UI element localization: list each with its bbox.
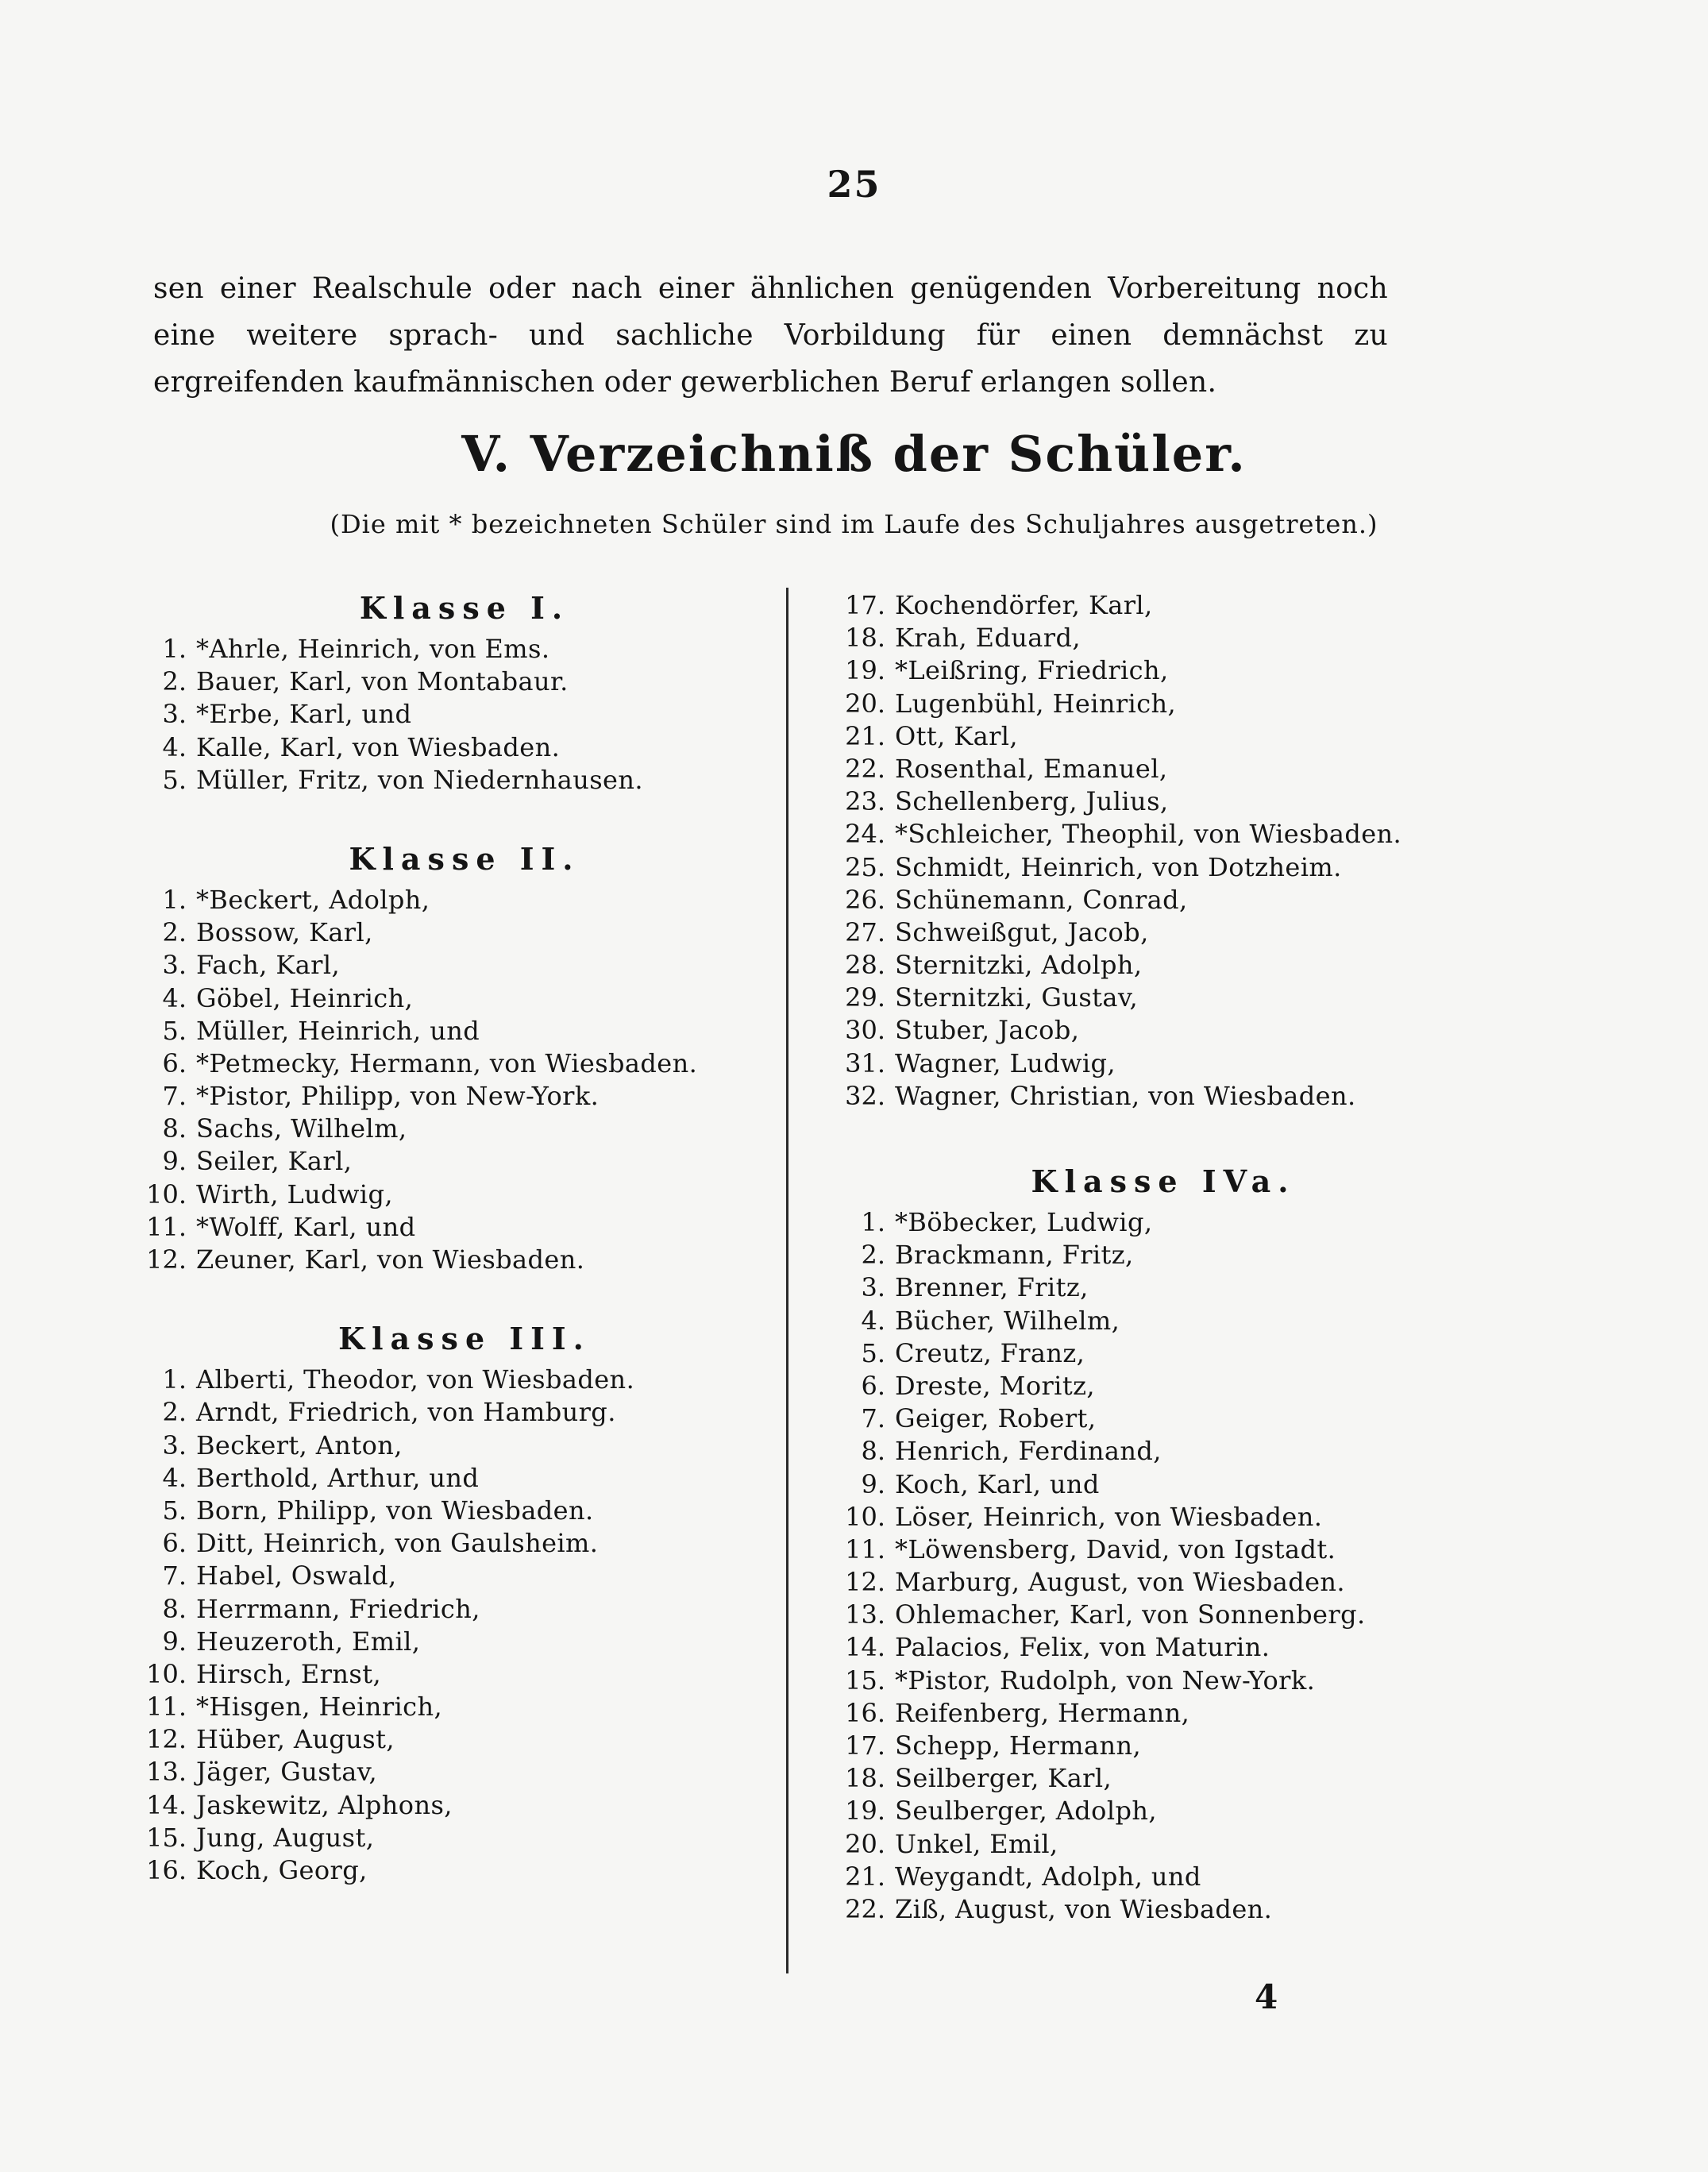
student-name: Habel, Oswald, <box>196 1561 397 1591</box>
list-item <box>838 753 1489 785</box>
list-item <box>838 982 1489 1014</box>
student-number: 20. <box>845 1828 885 1859</box>
student-name: *Ahrle, Heinrich, von Ems. <box>196 634 550 664</box>
student-name: Sternitzki, Adolph, <box>895 950 1143 981</box>
student-number: 11. <box>146 1692 187 1723</box>
list-item <box>139 633 790 665</box>
student-number: 17. <box>845 590 885 620</box>
list-item <box>838 720 1489 753</box>
student-name: Koch, Karl, und <box>895 1468 1100 1499</box>
student-name: Sternitzki, Gustav, <box>895 982 1139 1013</box>
class-heading: Klasse III. <box>338 1321 591 1357</box>
student-number: 22. <box>845 753 885 784</box>
student-number: 14. <box>146 1789 187 1820</box>
student-number: 2. <box>162 666 187 697</box>
student-number: 2. <box>162 1397 187 1428</box>
list-item <box>838 589 1489 622</box>
list-item <box>838 1665 1489 1697</box>
list-item <box>838 1435 1489 1468</box>
list-item <box>139 1658 790 1691</box>
student-name: Koch, Georg, <box>196 1855 368 1885</box>
student-number: 6. <box>861 1370 885 1401</box>
student-name: Ziß, August, von Wiesbaden. <box>895 1893 1273 1924</box>
student-number: 11. <box>146 1211 187 1242</box>
left-column <box>139 584 790 1925</box>
student-name: *Petmecky, Hermann, von Wiesbaden. <box>196 1047 698 1078</box>
list-item <box>838 1239 1489 1271</box>
student-name: Kalle, Karl, von Wiesbaden. <box>196 731 561 762</box>
list-item <box>838 1534 1489 1566</box>
list-item <box>139 1047 790 1080</box>
student-name: Löser, Heinrich, von Wiesbaden. <box>895 1501 1323 1532</box>
student-number: 13. <box>146 1757 187 1788</box>
student-number: 13. <box>845 1599 885 1630</box>
class-heading: Klasse II. <box>349 840 580 877</box>
student-number: 8. <box>162 1113 187 1144</box>
student-number: 7. <box>861 1403 885 1434</box>
student-number: 2. <box>861 1240 885 1271</box>
list-item <box>139 1211 790 1244</box>
student-number: 21. <box>845 1861 885 1892</box>
section-note: (Die mit * bezeichneten Schüler sind im Laufe des Schuljahres ausgetreten.) <box>330 509 1378 539</box>
list-item <box>838 1893 1489 1926</box>
list-item <box>139 731 790 764</box>
student-number: 29. <box>845 982 885 1013</box>
student-name: Fach, Karl, <box>196 950 341 981</box>
student-number: 5. <box>162 1495 187 1526</box>
student-name: Henrich, Ferdinand, <box>895 1436 1162 1467</box>
student-number: 27. <box>845 916 885 947</box>
list-item <box>139 1462 790 1495</box>
student-name: *Leißring, Friedrich, <box>895 655 1169 686</box>
student-name: Creutz, Franz, <box>895 1337 1085 1368</box>
student-number: 10. <box>845 1501 885 1532</box>
list-item <box>139 1723 790 1756</box>
student-number: 15. <box>845 1665 885 1696</box>
student-name: Seilberger, Karl, <box>895 1763 1112 1794</box>
student-name: Beckert, Anton, <box>196 1429 403 1460</box>
list-item <box>139 1789 790 1822</box>
list-item <box>139 949 790 982</box>
student-name: Bossow, Karl, <box>196 917 373 948</box>
class-heading: Klasse I. <box>359 590 570 626</box>
list-item <box>838 916 1489 949</box>
list-item <box>838 1501 1489 1534</box>
student-name: Müller, Fritz, von Niedernhausen. <box>196 764 643 795</box>
list-item <box>838 1402 1489 1435</box>
list-item <box>139 1244 790 1276</box>
student-name: Ott, Karl, <box>895 720 1018 751</box>
student-name: Jaskewitz, Alphons, <box>196 1789 453 1820</box>
student-number: 3. <box>162 1429 187 1460</box>
student-name: *Löwensberg, David, von Igstadt. <box>895 1534 1336 1564</box>
list-item <box>139 1527 790 1560</box>
list-item <box>838 1047 1489 1080</box>
student-number: 9. <box>162 1626 187 1657</box>
student-number: 11. <box>845 1534 885 1564</box>
page-number: 25 <box>827 163 881 206</box>
list-item <box>139 1593 790 1626</box>
student-number: 1. <box>162 884 187 915</box>
student-number: 31. <box>845 1047 885 1078</box>
student-name: Berthold, Arthur, und <box>196 1462 480 1493</box>
student-number: 12. <box>845 1567 885 1598</box>
student-number: 19. <box>845 1796 885 1827</box>
student-number: 30. <box>845 1015 885 1046</box>
list-item <box>838 1566 1489 1599</box>
student-name: Arndt, Friedrich, von Hamburg. <box>196 1397 616 1428</box>
signature-mark: 4 <box>1255 1977 1278 2016</box>
student-number: 28. <box>845 950 885 981</box>
student-name: Stuber, Jacob, <box>895 1015 1080 1046</box>
student-number: 16. <box>146 1855 187 1885</box>
student-name: Wagner, Ludwig, <box>895 1047 1116 1078</box>
student-name: Rosenthal, Emanuel, <box>895 753 1168 784</box>
list-item <box>838 1206 1489 1239</box>
list-item <box>838 688 1489 720</box>
list-item <box>139 1015 790 1047</box>
list-item <box>139 1080 790 1113</box>
student-number: 19. <box>845 655 885 686</box>
student-name: Schmidt, Heinrich, von Dotzheim. <box>895 851 1342 882</box>
student-number: 6. <box>162 1528 187 1559</box>
student-name: Müller, Heinrich, und <box>196 1015 480 1046</box>
student-name: Weygandt, Adolph, und <box>895 1861 1201 1892</box>
student-name: *Böbecker, Ludwig, <box>895 1207 1153 1237</box>
list-item <box>139 1113 790 1145</box>
student-name: Brackmann, Fritz, <box>895 1240 1134 1271</box>
student-name: Seiler, Karl, <box>196 1146 353 1177</box>
student-number: 23. <box>845 786 885 817</box>
student-name: Herrmann, Friedrich, <box>196 1593 480 1624</box>
list-item <box>838 785 1489 818</box>
student-name: Hüber, August, <box>196 1724 395 1755</box>
list-item <box>139 1396 790 1429</box>
list-item <box>139 1691 790 1723</box>
list-item <box>139 1756 790 1788</box>
student-number: 10. <box>146 1179 187 1209</box>
student-number: 1. <box>861 1207 885 1237</box>
list-item <box>838 1861 1489 1893</box>
student-number: 17. <box>845 1730 885 1761</box>
student-name: *Hisgen, Heinrich, <box>196 1692 443 1723</box>
list-item <box>139 1626 790 1658</box>
intro-paragraph: sen einer Realschule oder nach einer ähnlichen genügenden Vorbereitung noch eine weitere sprach- und sachliche Vorbildung für einen demnächst zu ergreifenden kaufmännischen oder gewerblichen Beruf erlangen sollen. <box>153 272 1388 399</box>
student-name: Marburg, August, von Wiesbaden. <box>895 1567 1346 1598</box>
list-item <box>838 1730 1489 1762</box>
list-item <box>139 1364 790 1396</box>
student-name: Ditt, Heinrich, von Gaulsheim. <box>196 1528 599 1559</box>
list-item <box>838 1014 1489 1047</box>
list-item <box>139 1822 790 1854</box>
class-heading: Klasse IVa. <box>1031 1163 1296 1199</box>
list-item <box>838 622 1489 654</box>
list-item <box>139 764 790 797</box>
student-number: 22. <box>845 1893 885 1924</box>
student-name: Bauer, Karl, von Montabaur. <box>196 666 569 697</box>
list-item <box>139 1429 790 1462</box>
student-number: 2. <box>162 917 187 948</box>
student-name: Geiger, Robert, <box>895 1403 1097 1434</box>
student-number: 10. <box>146 1658 187 1689</box>
student-name: Sachs, Wilhelm, <box>196 1113 407 1144</box>
list-item <box>838 884 1489 916</box>
student-name: Wagner, Christian, von Wiesbaden. <box>895 1080 1356 1111</box>
list-item <box>139 884 790 916</box>
student-number: 4. <box>861 1305 885 1336</box>
student-name: Bücher, Wilhelm, <box>895 1305 1120 1336</box>
list-item <box>139 916 790 949</box>
list-item <box>139 1495 790 1527</box>
student-name: Ohlemacher, Karl, von Sonnenberg. <box>895 1599 1366 1630</box>
student-name: Unkel, Emil, <box>895 1828 1058 1859</box>
student-name: *Wolff, Karl, und <box>196 1211 416 1242</box>
list-item <box>139 1560 790 1592</box>
student-number: 8. <box>861 1436 885 1467</box>
list-item <box>838 1762 1489 1795</box>
student-number: 4. <box>162 1462 187 1493</box>
student-name: Born, Philipp, von Wiesbaden. <box>196 1495 594 1526</box>
list-item <box>139 1179 790 1211</box>
student-name: Lugenbühl, Heinrich, <box>895 688 1177 719</box>
student-number: 3. <box>162 699 187 730</box>
student-number: 20. <box>845 688 885 719</box>
student-name: Schweißgut, Jacob, <box>895 916 1149 947</box>
student-number: 24. <box>845 819 885 850</box>
list-item <box>139 698 790 731</box>
list-item <box>838 1795 1489 1827</box>
student-name: Seulberger, Adolph, <box>895 1796 1157 1827</box>
student-number: 26. <box>845 884 885 915</box>
student-list <box>838 1206 1489 1926</box>
student-number: 12. <box>146 1724 187 1755</box>
student-name: *Pistor, Philipp, von New-York. <box>196 1081 600 1112</box>
list-item <box>838 1468 1489 1501</box>
student-name: *Erbe, Karl, und <box>196 699 412 730</box>
student-number: 8. <box>162 1593 187 1624</box>
list-item <box>838 1271 1489 1304</box>
student-number: 3. <box>861 1272 885 1303</box>
list-item <box>838 1599 1489 1631</box>
student-number: 16. <box>845 1697 885 1728</box>
student-number: 7. <box>162 1081 187 1112</box>
list-item <box>838 949 1489 982</box>
student-number: 12. <box>146 1244 187 1275</box>
student-number: 25. <box>845 851 885 882</box>
student-number: 1. <box>162 1364 187 1395</box>
list-item <box>139 1854 790 1887</box>
student-number: 5. <box>162 1015 187 1046</box>
student-name: Jäger, Gustav, <box>196 1757 378 1788</box>
student-number: 21. <box>845 720 885 751</box>
student-name: Heuzeroth, Emil, <box>196 1626 421 1657</box>
student-list <box>838 589 1489 1113</box>
student-number: 32. <box>845 1080 885 1111</box>
student-number: 6. <box>162 1047 187 1078</box>
student-name: *Schleicher, Theophil, von Wiesbaden. <box>895 819 1402 850</box>
right-column <box>838 589 1489 1964</box>
student-name: Alberti, Theodor, von Wiesbaden. <box>196 1364 635 1395</box>
list-item <box>838 1337 1489 1370</box>
student-name: Göbel, Heinrich, <box>196 982 414 1013</box>
student-number: 15. <box>146 1822 187 1853</box>
student-name: Schepp, Hermann, <box>895 1730 1142 1761</box>
student-name: *Pistor, Rudolph, von New-York. <box>895 1665 1316 1696</box>
list-item <box>838 654 1489 687</box>
student-number: 4. <box>162 982 187 1013</box>
list-item <box>838 1305 1489 1337</box>
student-name: Krah, Eduard, <box>895 623 1081 654</box>
student-number: 5. <box>861 1337 885 1368</box>
student-name: *Beckert, Adolph, <box>196 884 430 915</box>
student-list <box>139 633 790 797</box>
list-item <box>838 1370 1489 1402</box>
list-item <box>838 1080 1489 1113</box>
student-number: 4. <box>162 731 187 762</box>
student-name: Schünemann, Conrad, <box>895 884 1188 915</box>
list-item <box>139 1145 790 1178</box>
student-number: 7. <box>162 1561 187 1591</box>
list-item <box>838 818 1489 851</box>
student-number: 9. <box>861 1468 885 1499</box>
student-name: Zeuner, Karl, von Wiesbaden. <box>196 1244 585 1275</box>
list-item <box>838 851 1489 884</box>
student-number: 9. <box>162 1146 187 1177</box>
student-name: Schellenberg, Julius, <box>895 786 1169 817</box>
student-list <box>139 1364 790 1887</box>
list-item <box>838 1828 1489 1861</box>
student-name: Palacios, Felix, von Maturin. <box>895 1632 1270 1663</box>
student-list <box>139 884 790 1276</box>
student-name: Brenner, Fritz, <box>895 1272 1089 1303</box>
student-number: 5. <box>162 764 187 795</box>
student-name: Hirsch, Ernst, <box>196 1658 382 1689</box>
student-name: Kochendörfer, Karl, <box>895 590 1153 620</box>
student-number: 3. <box>162 950 187 981</box>
student-name: Wirth, Ludwig, <box>196 1179 393 1209</box>
student-number: 14. <box>845 1632 885 1663</box>
list-item <box>139 982 790 1015</box>
list-item <box>838 1631 1489 1664</box>
student-name: Dreste, Moritz, <box>895 1370 1095 1401</box>
section-title: V. Verzeichniß der Schüler. <box>461 425 1247 483</box>
student-number: 1. <box>162 634 187 664</box>
student-name: Reifenberg, Hermann, <box>895 1697 1190 1728</box>
student-number: 18. <box>845 1763 885 1794</box>
student-name: Jung, August, <box>196 1822 375 1853</box>
list-item <box>838 1697 1489 1730</box>
student-number: 18. <box>845 623 885 654</box>
list-item <box>139 665 790 698</box>
